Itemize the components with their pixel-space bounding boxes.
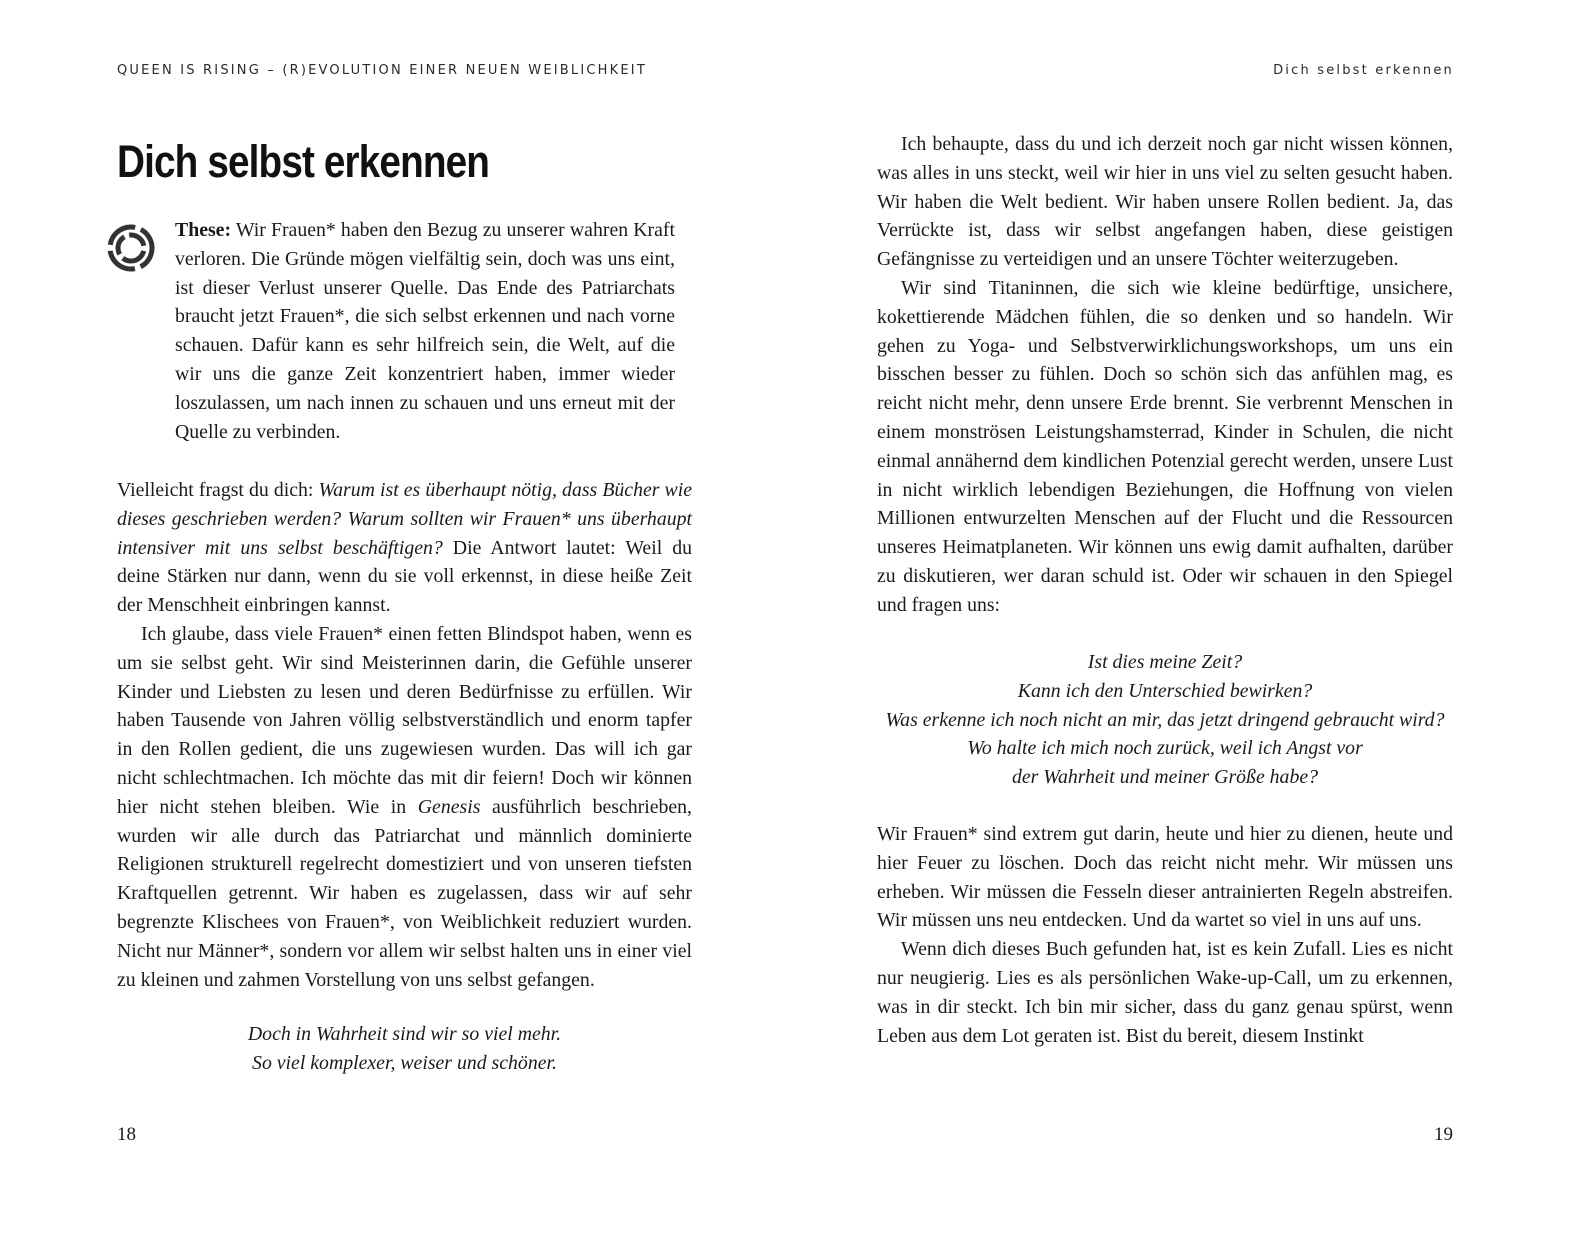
paragraph-wakeup: Wenn dich dieses Buch gefunden hat, ist es kein Zufall. Lies es nicht nur neugierig. Lies es als persönlichen Wake-up-Call, um zu erkennen, was in dir steckt. Ich bin mir sicher, dass du ganz genau spürst, wenn Leben aus dem Lot geraten ist. Bist du bereit, diesem Instinkt (877, 938, 1453, 1047)
quote-line: Was erkenne ich noch nicht an mir, das jetzt dringend gebraucht wird? (885, 708, 1445, 731)
quote-line: Doch in Wahrheit sind wir so viel mehr. (247, 1023, 562, 1045)
paragraph-blindspot-start: Ich glaube, dass viele Frauen* einen fetten Blindspot haben, wenn es um sie selbst geht. Wir sind Meisterinnen darin, die Gefühle unserer Kinder und Liebsten zu lesen und deren Bedürfnisse zu erfüllen. Wir haben Tausende von Jahren völlig selbstverständlich und enorm tapfer in den Rollen gedient, die uns zugewiesen wurden. Das will ich gar nicht schlechtmachen. Ich möchte das mit dir feiern! Doch wir können hier nicht stehen bleiben. Wie in (117, 622, 692, 818)
paragraph-intro-question: Warum ist es überhaupt nötig, dass Bücher wie dieses geschrieben werden? Warum sollten wir Frauen* uns überhaupt intensiver mit uns selbst beschäftigen? (117, 479, 692, 559)
page-number: 18 (117, 1124, 136, 1145)
right-body-top (877, 130, 1453, 620)
right-quote (877, 648, 1453, 792)
paragraph-roles: Ich behaupte, dass du und ich derzeit noch gar nicht wissen können, was alles in uns steckt, weil wir hier in uns viel zu selten gesucht haben. Wir haben die Welt bedient. Wir haben unsere Rollen bedient. Ja, das Verrückte ist, dass wir selbst angefangen haben, diese geistigen Gefängnisse zu verteidigen und an unsere Töchter weiterzugeben. (877, 133, 1453, 271)
quote-line: Wo halte ich mich noch zurück, weil ich Angst vor (967, 737, 1363, 760)
spiral-ring-icon (105, 222, 157, 274)
right-page (797, 0, 1594, 1240)
left-body (117, 476, 692, 994)
running-head-chapter: Dich selbst erkennen (1273, 63, 1454, 78)
genesis-reference: Genesis (417, 795, 481, 818)
paragraph-intro-start: Vielleicht fragst du dich: (117, 479, 319, 501)
left-quote (117, 1020, 692, 1078)
thesis-label: These: (175, 219, 232, 241)
paragraph-blindspot (117, 620, 692, 994)
page-number: 19 (1434, 1124, 1453, 1145)
quote-line: Ist dies meine Zeit? (1087, 651, 1243, 673)
thesis-text: Wir Frauen* haben den Bezug zu unserer wahren Kraft verloren. Die Gründe mögen vielfältig sein, doch was uns eint, ist dieser Verlust unserer Quelle. Das Ende des Patriarchats braucht jetzt Frauen*, die sich selbst erkennen und nach vorne schauen. Dafür kann es sehr hilfreich sein, die Welt, auf die wir uns die ganze Zeit konzentriert haben, immer wieder loszulassen, um nach innen zu schauen und uns erneut mit der Quelle zu verbinden. (175, 219, 675, 443)
quote-line: der Wahrheit und meiner Größe habe? (1011, 766, 1319, 789)
paragraph-titans: Wir sind Titaninnen, die sich wie kleine bedürftige, unsichere, kokettierende Mädchen fühlen, die so denken und so handeln. Wir gehen zu Yoga- und Selbstverwirklichungsworkshops, um uns ein bisschen besser zu fühlen. Doch so schön sich das anfühlen mag, es reicht nicht mehr, denn unsere Erde brennt. Sie verbrennt Menschen in einem monströsen Leistungshamsterrad, Kinder in Schulen, die nicht einmal annähernd dem kindlichen Potenzial gerecht werden, unsere Lust in nicht wirklich lebendigen Beziehungen, die Hoffnung von vielen Millionen entwurzelten Menschen auf der Flucht und die Ressourcen unseres Heimatplaneten. Wir können uns ewig damit aufhalten, darüber zu diskutieren, wer daran schuld ist. Oder wir schauen in den Spiegel und fragen uns: (877, 276, 1453, 616)
quote-line: So viel komplexer, weiser und schöner. (252, 1051, 557, 1074)
chapter-title: Dich selbst erkennen (117, 136, 490, 187)
paragraph-intro-end: Die Antwort lautet: Weil du deine Stärken nur dann, wenn du sie voll erkennst, in diese heiße Zeit der Menschheit einbringen kannst. (117, 536, 692, 617)
right-body-bottom (877, 820, 1453, 1050)
paragraph-intro (117, 476, 692, 620)
quote-line: Kann ich den Unterschied bewirken? (1017, 679, 1313, 702)
paragraph-blindspot-end: ausführlich beschrieben, wurden wir alle durch das Patriarchat und männlich dominierte Religionen strukturell regelrecht domestiziert und von unseren tiefsten Kraftquellen getrennt. Wir haben es zugelassen, dass wir auf sehr begrenzte Klischees von Frauen*, von Weiblichkeit reduziert wurden. Nicht nur Männer*, sondern vor allem wir selbst halten uns in einer viel zu kleinen und zahmen Vorstellung von uns selbst gefangen. (117, 795, 692, 991)
running-head-book-title: QUEEN IS RISING – (R)EVOLUTION EINER NEUEN WEIBLICHKEIT (117, 63, 647, 78)
thesis-paragraph (175, 216, 675, 446)
paragraph-rise: Wir Frauen* sind extrem gut darin, heute und hier zu dienen, heute und hier Feuer zu löschen. Doch das reicht nicht mehr. Wir müssen uns erheben. Wir müssen die Fesseln dieser antrainierten Regeln abstreifen. Wir müssen uns neu entdecken. Und da wartet so viel in uns auf uns. (877, 823, 1453, 932)
